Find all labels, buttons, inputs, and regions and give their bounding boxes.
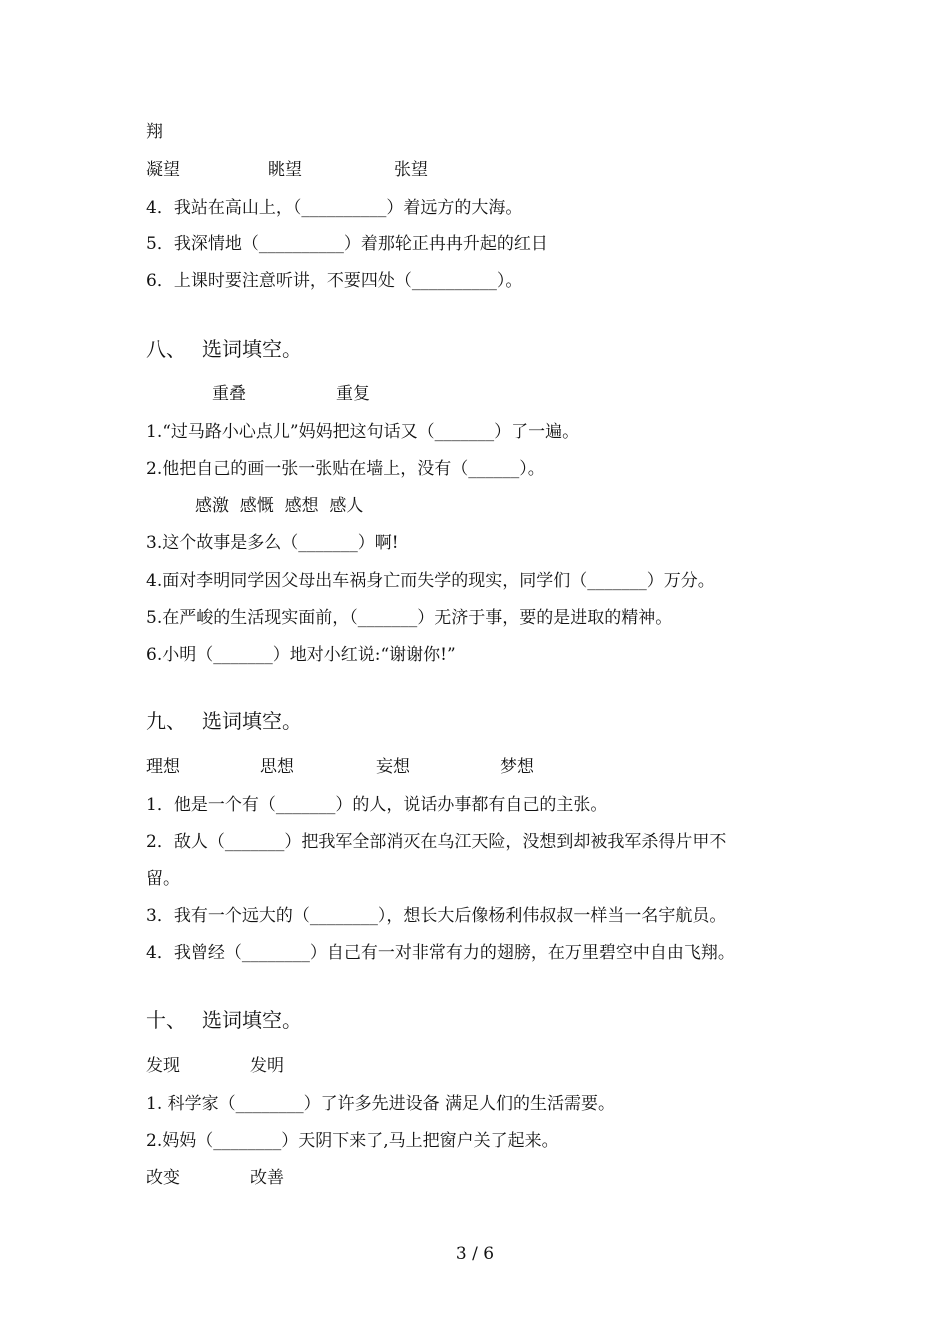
section-title: 选词填空。 [202,1008,302,1032]
word-bank-8b: 感激 感慨 感想 感人 [195,496,364,516]
question-item: 5．我深情地（__________）着那轮正冉冉升起的红日 [146,234,548,254]
section-9-heading [146,708,302,734]
section-number: 八、 [146,337,186,361]
question-item: 4．我站在高山上，（__________）着远方的大海。 [146,198,523,218]
word-bank-10b [146,1166,546,1190]
word-bank-7 [146,158,646,182]
word-option: 发现 [146,1056,180,1076]
word-option: 妄想 [376,757,410,777]
question-item: 5.在严峻的生活现实面前，（_______）无济于事，要的是进取的精神。 [146,608,673,628]
word-bank-8a [146,382,546,406]
section-8-heading [146,336,302,362]
word-option: 改变 [146,1168,180,1188]
word-option: 重复 [336,384,370,404]
question-item: 留。 [146,869,180,889]
word-option: 改善 [250,1168,284,1188]
word-bank-9 [146,755,646,779]
section-title: 选词填空。 [202,709,302,733]
word-bank-10a [146,1054,546,1078]
question-item: 4.面对李明同学因父母出车祸身亡而失学的现实，同学们（_______）万分。 [146,571,715,591]
question-item: 3．我有一个远大的（________），想长大后像杨利伟叔叔一样当一名宇航员。 [146,906,727,926]
section-number: 九、 [146,709,186,733]
word-option: 凝望 [146,160,180,180]
question-item: 3.这个故事是多么（_______）啊! [146,533,399,553]
word-option: 梦想 [500,757,534,777]
question-item: 2.他把自己的画一张一张贴在墙上，没有（______）。 [146,459,545,479]
question-item: 2.妈妈（________）天阴下来了,马上把窗户关了起来。 [146,1131,559,1151]
question-item: 1.“过马路小心点儿”妈妈把这句话又（_______）了一遍。 [146,422,580,442]
word-option: 思想 [260,757,294,777]
top-fragment: 翔 [146,122,163,142]
question-item: 1. 科学家（________）了许多先进设备 满足人们的生活需要。 [146,1094,616,1114]
section-title: 选词填空。 [202,337,302,361]
section-10-heading [146,1007,302,1033]
word-option: 张望 [394,160,428,180]
question-item: 6．上课时要注意听讲，不要四处（__________）。 [146,271,523,291]
page-number: 3 / 6 [455,1244,495,1264]
word-option: 眺望 [268,160,302,180]
word-option: 重叠 [212,384,246,404]
word-option: 理想 [146,757,180,777]
question-item: 4．我曾经（________）自己有一对非常有力的翅膀，在万里碧空中自由飞翔。 [146,943,735,963]
section-number: 十、 [146,1008,186,1032]
question-item: 6.小明（_______）地对小红说:“谢谢你!” [146,645,456,665]
question-item: 1．他是一个有（_______）的人，说话办事都有自己的主张。 [146,795,608,815]
word-option: 发明 [250,1056,284,1076]
question-item: 2．敌人（_______）把我军全部消灭在乌江天险，没想到却被我军杀得片甲不 [146,832,727,852]
